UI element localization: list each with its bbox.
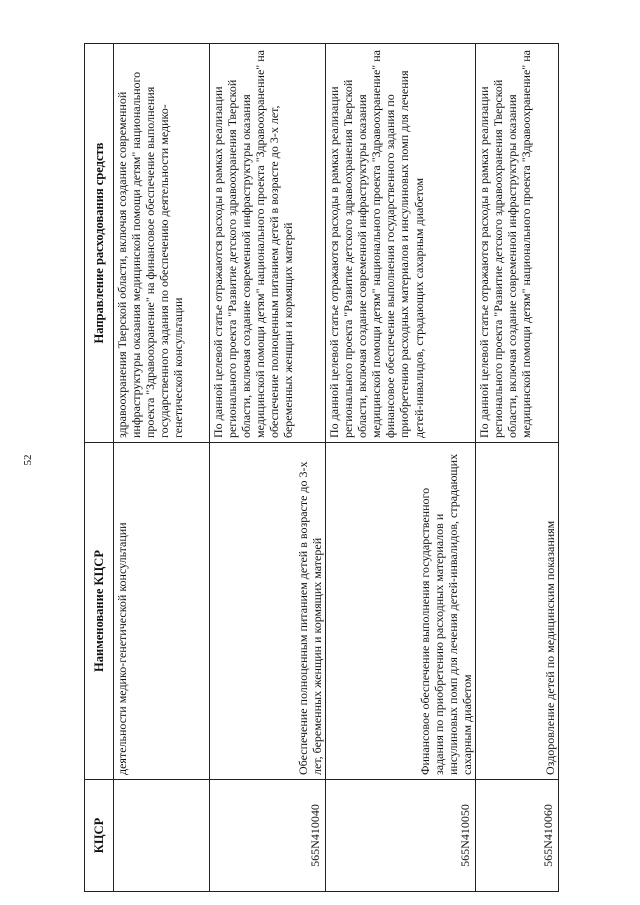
- cell-direction: По данной целевой статье отражаются расходы в рамках реализации регионального проекта "Развитие детского здравоохранения Тверской области, включая создание современной инфраструктуры оказания медицинской помощи детям" национального проекта "Здравоохранение" на финансовое обеспечение выполнения государственного задания по приобретению расходных материалов и инсулиновых помп для лечения детей-инвалидов, страдающих сахарным диабетом: [326, 44, 476, 443]
- cell-name: Оздоровление детей по медицинским показаниям: [476, 443, 559, 780]
- cell-direction: По данной целевой статье отражаются расходы в рамках реализации регионального проекта "Развитие детского здравоохранения Тверской области, включая создание современной инфраструктуры оказания медицинской помощи детям" национального проекта "Здравоохранение" на обеспечение полноценным питанием детей в возрасте до 3-х лет, беременных женщин и кормящих матерей: [210, 44, 326, 443]
- kcsr-table: [84, 43, 559, 892]
- table-row: [476, 44, 559, 892]
- table-header-row: [85, 44, 114, 892]
- cell-name: деятельности медико-генетической консультации: [114, 443, 210, 780]
- cell-direction: здравоохранения Тверской области, включая создание современной инфраструктуры оказания медицинской помощи детям" национального проекта "Здравоохранение" на финансовое обеспечение выполнения государственного задания по обеспечению деятельности медико-генетической консультации: [114, 44, 210, 443]
- cell-name: Финансовое обеспечение выполнения государственного задания по приобретению расходных материалов и инсулиновых помп для лечения детей-инвалидов, страдающих сахарным диабетом: [326, 443, 476, 780]
- cell-code: 565N410050: [326, 780, 476, 892]
- page-number: 52: [22, 454, 34, 466]
- cell-code: 565N410060: [476, 780, 559, 892]
- header-name: Наименование КЦСР: [85, 443, 114, 780]
- cell-code: 565N410040: [210, 780, 326, 892]
- table-row: [326, 44, 476, 892]
- header-code: КЦСР: [85, 780, 114, 892]
- cell-code: [114, 780, 210, 892]
- table-row: [114, 44, 210, 892]
- table-row: [210, 44, 326, 892]
- cell-name: Обеспечение полноценным питанием детей в возрасте до 3-х лет, беременных женщин и кормящих матерей: [210, 443, 326, 780]
- cell-direction: По данной целевой статье отражаются расходы в рамках реализации регионального проекта "Развитие детского здравоохранения Тверской области, включая создание современной инфраструктуры оказания медицинской помощи детям" национального проекта "Здравоохранение" на: [476, 44, 559, 443]
- rotated-table-container: [84, 44, 559, 892]
- header-direction: Направление расходования средств: [85, 44, 114, 443]
